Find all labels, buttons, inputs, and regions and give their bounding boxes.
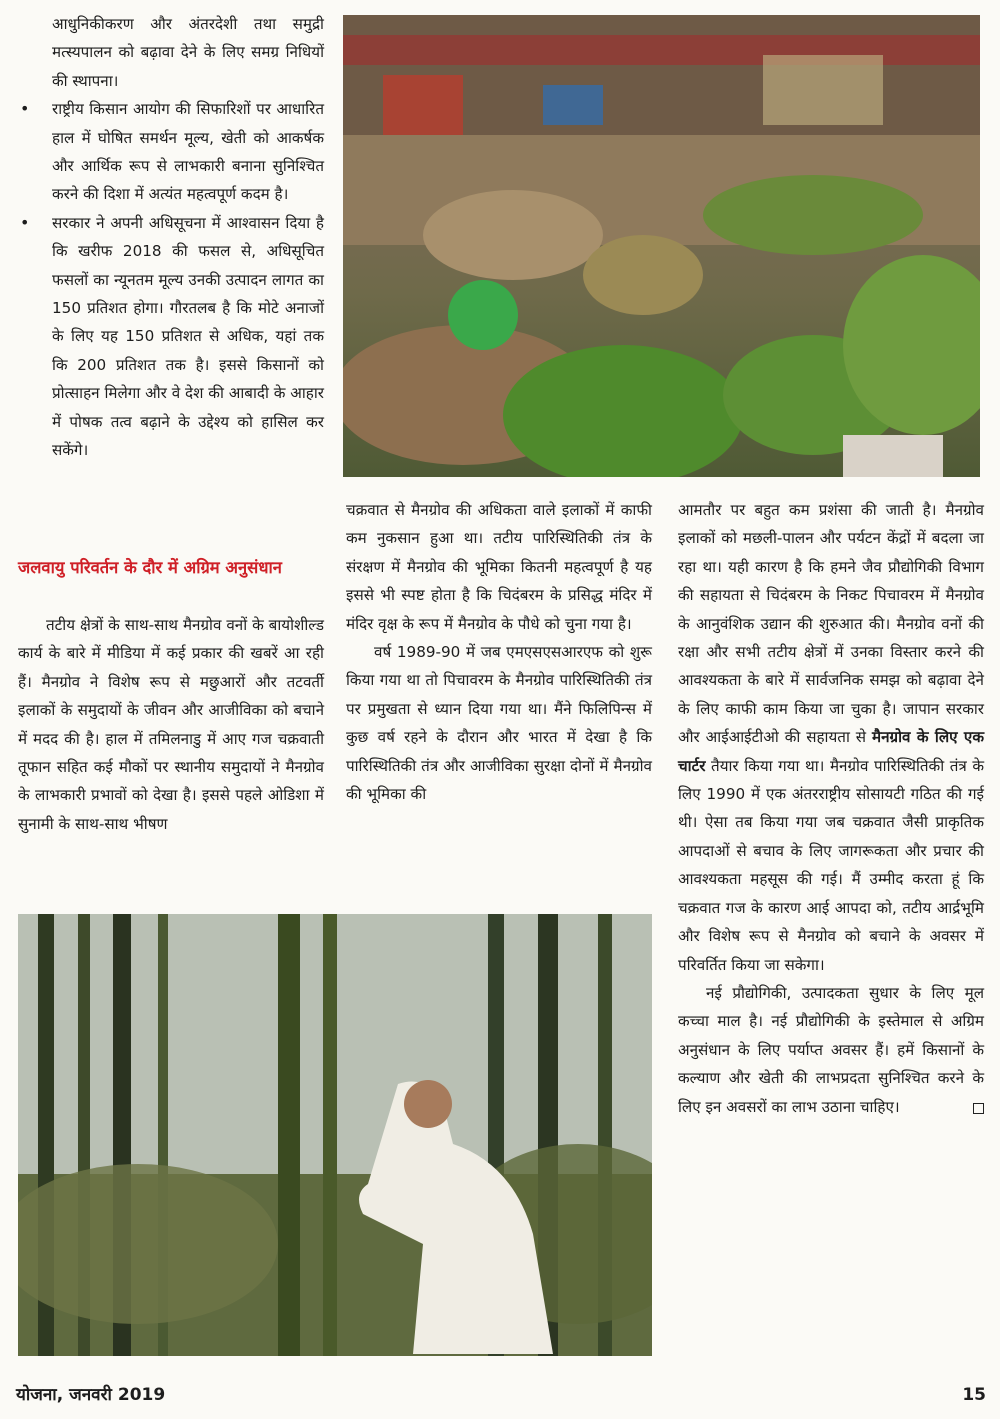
column-1-upper [18, 10, 324, 465]
charter-text-before: आमतौर पर बहुत कम प्रशंसा की जाती है। मैनग्रोव इलाकों को मछली-पालन और पर्यटन केंद्रों में बदला जा रहा था। यही कारण है कि हमने जैव प्रौद्योगिकी विभाग की सहायता से चिदंबरम के निकट पिचावरम में मैनग्रोव के आनुवंशिक उद्यान की शुरुआत की। मैनग्रोव वनों की रक्षा और सभी तटीय क्षेत्रों में उनका विस्तार करने की आवश्यकता के बारे में सार्वजनिक समझ को बढ़ावा देने के लिए काफी काम किया जा चुका है। जापान सरकार और आईआईटीओ की सहायता से [678, 501, 984, 747]
column-3 [678, 496, 984, 1121]
column-3-paragraph-1 [678, 496, 984, 979]
bamboo-photo-illustration [18, 914, 652, 1356]
bullet-list [18, 95, 324, 464]
page-number: 15 [962, 1385, 986, 1405]
bullet-text-1: राष्ट्रीय किसान आयोग की सिफारिशों पर आधारित हाल में घोषित समर्थन मूल्य, खेती को आकर्षक और आर्थिक रूप से लाभकारी बनाना सुनिश्चित करने की दिशा में अत्यंत महत्वपूर्ण कदम है। [52, 100, 324, 204]
closing-text: नई प्रौद्योगिकी, उत्पादकता सुधार के लिए मूल कच्चा माल है। नई प्रौद्योगिकी के इस्तेमाल से अग्रिम अनुसंधान के लिए पर्याप्त अवसर हैं। हमें किसानों के कल्याण और खेती की लाभप्रदता सुनिश्चित करने के लिए इन अवसरों का लाभ उठाना चाहिए। [678, 983, 984, 1116]
charter-highlight: मैनग्रोव के लिए एक चार्टर [678, 728, 984, 775]
continued-paragraph: आधुनिकीकरण और अंतरदेशी तथा समुद्री मत्स्यपालन को बढ़ावा देने के लिए समग्र निधियों की स्थापना। [52, 15, 324, 90]
market-photo-illustration [343, 15, 980, 477]
section-heading: जलवायु परिवर्तन के दौर में अग्रिम अनुसंधान [18, 558, 282, 577]
bullet-item-2 [18, 209, 324, 465]
bullet-icon: • [20, 99, 30, 119]
market-vegetable-photo [343, 15, 980, 477]
column-1-lower [18, 611, 324, 838]
end-of-article-icon [973, 1103, 984, 1114]
publication-footer: योजना, जनवरी 2019 [16, 1385, 166, 1405]
column-2 [346, 496, 652, 808]
column-2-paragraph-1: चक्रवात से मैनग्रोव की अधिकता वाले इलाकों में काफी कम नुकसान हुआ था। तटीय पारिस्थितिकी तंत्र के संरक्षण में मैनग्रोव की भूमिका कितनी महत्वपूर्ण है यह इससे भी स्पष्ट होता है कि चिदंबरम के प्रसिद्ध मंदिर में मंदिर वृक्ष के रूप में मैनग्रोव के पौधे को चुना गया है। [346, 501, 652, 633]
bullet-text-2: सरकार ने अपनी अधिसूचना में आश्वासन दिया है कि खरीफ 2018 की फसल से, अधिसूचित फसलों का न्यूनतम मूल्य उनकी उत्पादन लागत का 150 प्रतिशत होगा। गौरतलब है कि मोटे अनाजों के लिए यह 150 प्रतिशत से अधिक, यहां तक कि 200 प्रतिशत तक है। इससे किसानों को प्रोत्साहन मिलेगा और वे देश की आबादी के आहार में पोषक तत्व बढ़ाने के उद्देश्य को हासिल कर सकेंगे। [52, 213, 324, 460]
bullet-item-1 [18, 95, 324, 209]
bamboo-grove-photo [18, 914, 652, 1356]
bullet-icon: • [20, 212, 30, 232]
charter-text-after: तैयार किया गया था। मैनग्रोव पारिस्थितिकी तंत्र के लिए 1990 में एक अंतरराष्ट्रीय सोसायटी गठित की गई थी। ऐसा तब किया गया जब चक्रवात जैसी प्राकृतिक आपदाओं से बचाव के लिए जागरूकता और प्रचार की आवश्यकता महसूस की गई। मैं उम्मीद करता हूं कि चक्रवात गज के कारण आई आपदा को, तटीय आर्द्रभूमि और विशेष रूप से मैनग्रोव को बचाने के अवसर में परिवर्तित किया जा सकेगा। [678, 756, 984, 974]
section-paragraph: तटीय क्षेत्रों के साथ-साथ मैनग्रोव वनों के बायोशील्ड कार्य के बारे में मीडिया में कई प्रकार की खबरें आ रही हैं। मैनग्रोव ने विशेष रूप से मछुआरों और तटवर्ती इलाकों के समुदायों के जीवन और आजीविका को बचाने में मदद की है। हाल में तमिलनाडु में आए गज चक्रवाती तूफान सहित कई मौकों पर स्थानीय समुदायों ने मैनग्रोव के लाभकारी प्रभावों को देखा है। इससे पहले ओडिशा में सुनामी के साथ-साथ भीषण [18, 616, 324, 833]
column-3-paragraph-2 [678, 979, 984, 1121]
column-2-paragraph-2: वर्ष 1989-90 में जब एमएसएसआरएफ को शुरू किया गया था तो पिचावरम के मैनग्रोव पारिस्थितिकी तंत्र पर प्रमुखता से ध्यान दिया गया था। मैंने फिलिपिन्स में कुछ वर्ष रहने के दौरान और भारत में देखा है कि पारिस्थितिकी तंत्र और आजीविका सुरक्षा दोनों में मैनग्रोव की भूमिका की [346, 643, 652, 804]
